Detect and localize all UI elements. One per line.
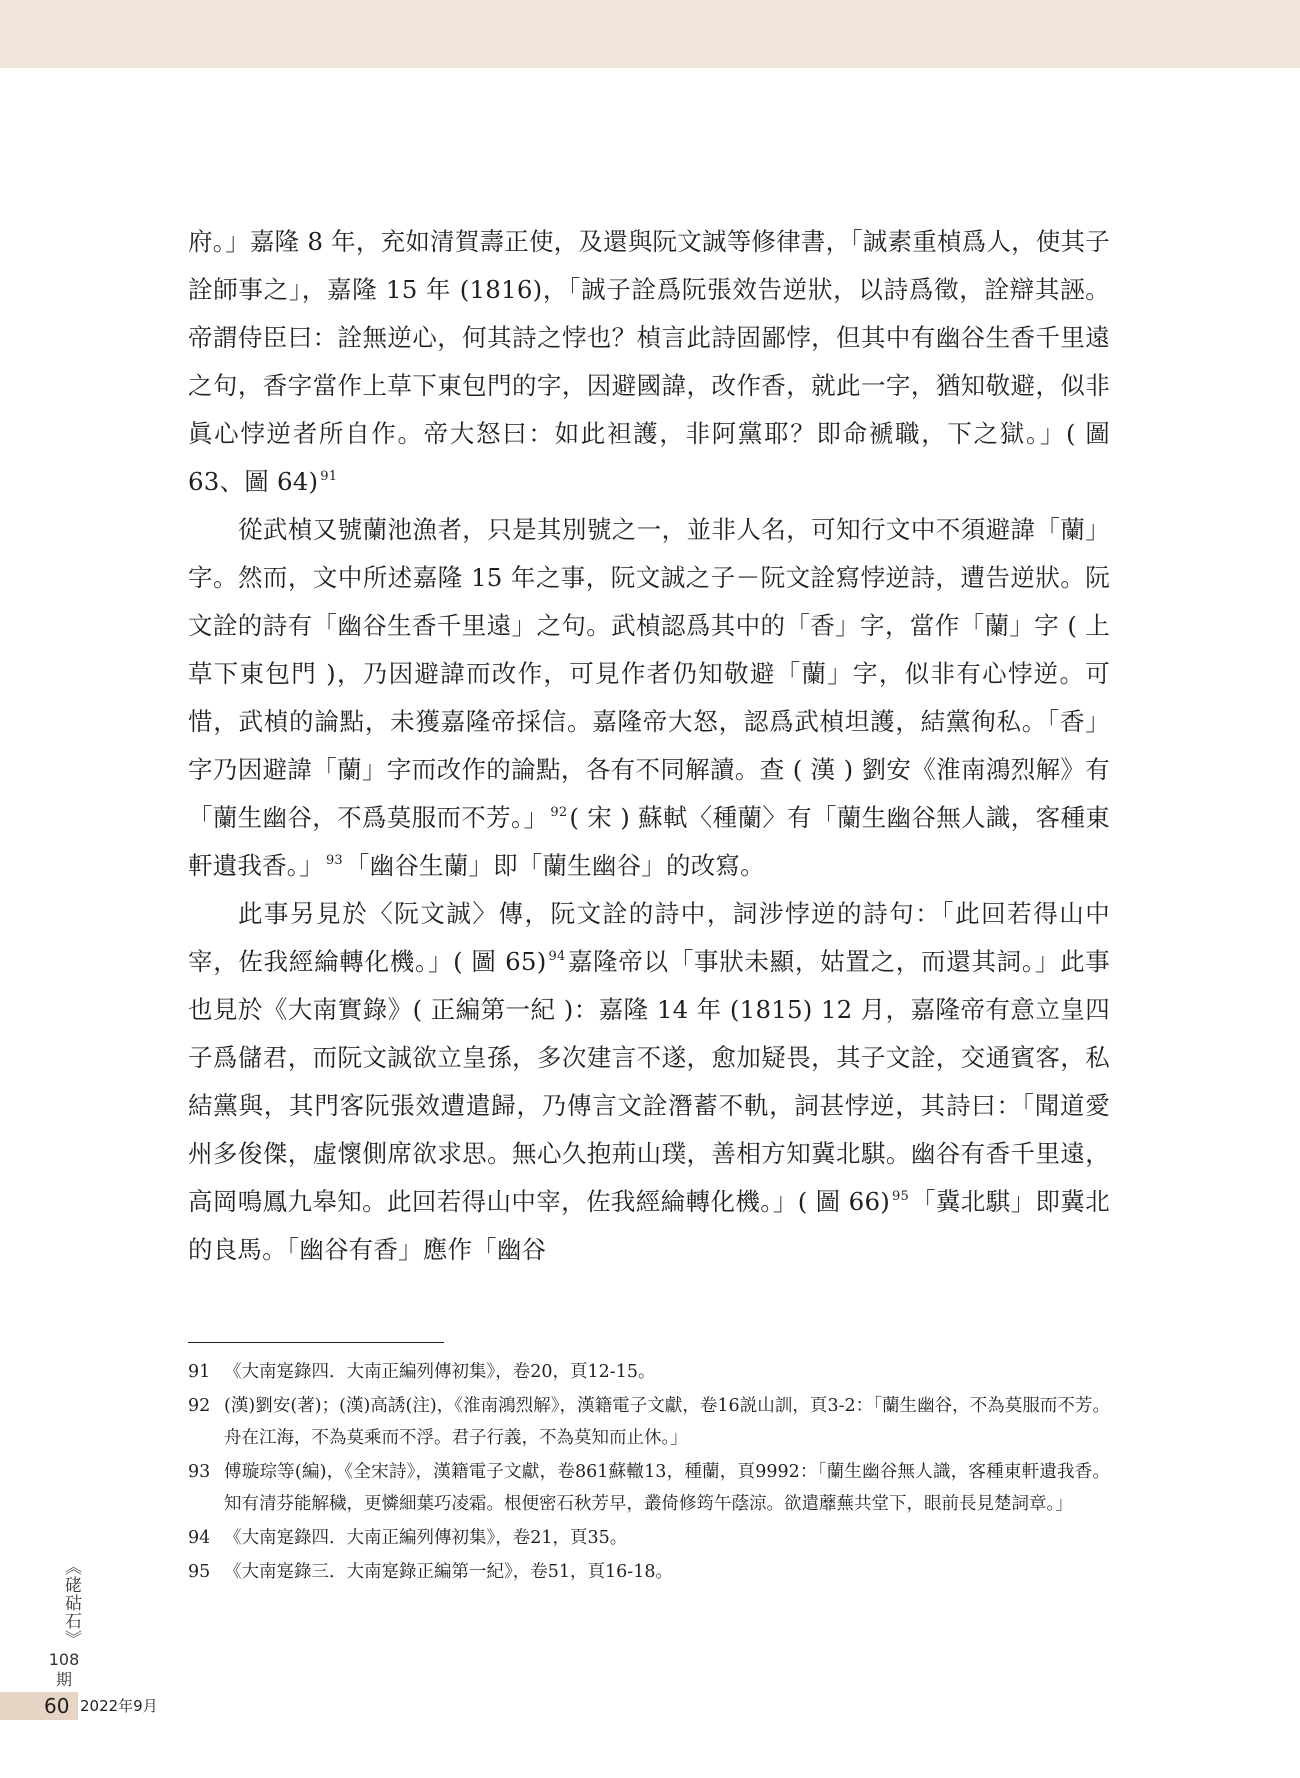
footnote-ref[interactable]: 93: [325, 853, 343, 868]
paragraph-text: 「冀北騏」即冀北的良馬。「幽谷有香」應作「幽谷: [188, 1187, 1110, 1264]
footnote-item: [188, 1556, 1110, 1588]
publication-date: 2022年9月: [80, 1697, 158, 1715]
footnote-number: 93: [188, 1462, 211, 1482]
header-band: [0, 0, 1300, 68]
journal-title: 《硓𥑮石》: [61, 1558, 81, 1648]
page-number: 60: [44, 1694, 70, 1718]
footnotes: [188, 1356, 1110, 1590]
footnote-ref[interactable]: 95: [892, 1189, 909, 1204]
footnote-text: 《大南寔錄四．大南正編列傳初集》，卷21，頁35。: [224, 1528, 628, 1548]
footnote-number: 95: [188, 1562, 211, 1582]
paragraph-text: ( 宋 ) 蘇軾〈種蘭〉有「蘭生幽谷無人識，客種東軒遺我香。」: [188, 803, 1110, 880]
footnote-text: 《大南寔錄四．大南正編列傳初集》，卷20，頁12-15。: [224, 1362, 656, 1382]
footnote-number: 94: [188, 1528, 211, 1548]
issue-number: 108: [48, 1650, 80, 1669]
footnote-item: [188, 1456, 1110, 1520]
footnote-text: (漢)劉安(著)；(漢)高誘(注)，《淮南鴻烈解》，漢籍電子文獻，卷16説山訓，頁3-2：「蘭生幽谷，不為莫服而不芳。舟在江海，不為莫乘而不浮。君子行義，不為莫知而止休。」: [224, 1396, 1110, 1448]
paragraph-text: 從武楨又號蘭池漁者，只是其別號之一，並非人名，可知行文中不須避諱「蘭」字。然而，文中所述嘉隆 15 年之事，阮文誠之子－阮文詮寫悖逆詩，遭告逆狀。阮文詮的詩有「幽谷生香千里遠」之句。武楨認爲其中的「香」字，當作「蘭」字 ( 上草下東包門 )，乃因避諱而改作，可見作者仍知敬避「蘭」字，似非有心悖逆。可惜，武楨的論點，未獲嘉隆帝採信。嘉隆帝大怒，認爲武楨坦護，結黨徇私。「香」字乃因避諱「蘭」字而改作的論點，各有不同解讀。查 ( 漢 ) 劉安《淮南鴻烈解》有「蘭生幽谷，不爲莫服而不芳。」: [188, 515, 1110, 832]
footnote-ref[interactable]: 91: [320, 469, 338, 484]
paragraph-text: 此事另見於〈阮文誠〉傳，阮文詮的詩中，詞涉悖逆的詩句：「此回若得山中宰，佐我經綸轉化機。」( 圖 65): [188, 899, 1110, 976]
footnote-ref[interactable]: 92: [550, 805, 568, 820]
paragraph-text: 嘉隆帝以「事狀未顯，姑置之，而還其詞。」此事也見於《大南實錄》( 正編第一紀 )：嘉隆 14 年 (1815) 12 月，嘉隆帝有意立皇四子爲儲君，而阮文誠欲立皇孫，多次建言不遂，愈加疑畏，其子文詮，交通賓客，私結黨與，其門客阮張效遭遣歸，乃傳言文詮潛蓄不軌，詞甚悖逆，其詩曰：「聞道愛州多俊傑，虛懷側席欲求思。無心久抱荊山璞，善相方知冀北騏。幽谷有香千里遠，高岡鳴鳳九皋知。此回若得山中宰，佐我經綸轉化機。」( 圖 66): [188, 947, 1110, 1216]
footnote-number: 91: [188, 1362, 211, 1382]
issue-unit: 期: [55, 1670, 72, 1689]
body-paragraph: [188, 890, 1110, 1274]
body-paragraph: [188, 506, 1110, 890]
footnote-divider: [188, 1342, 444, 1343]
body-paragraph: [188, 218, 1110, 506]
issue-label: [44, 1650, 84, 1690]
paragraph-text: 府。」嘉隆 8 年，充如清賀壽正使，及還與阮文誠等修律書，「誠素重楨爲人，使其子詮師事之」，嘉隆 15 年 (1816)，「誠子詮爲阮張效告逆狀，以詩爲徵，詮辯其誣。帝謂侍臣曰：詮無逆心，何其詩之悖也？楨言此詩固鄙悖，但其中有幽谷生香千里遠之句，香字當作上草下東包門的字，因避國諱，改作香，就此一字，猶知敬避，似非眞心悖逆者所自作。帝大怒曰：如此袒護，非阿黨耶？即命褫職，下之獄。」( 圖 63、圖 64): [188, 227, 1110, 496]
footnote-item: [188, 1356, 1110, 1388]
paragraph-text: 「幽谷生蘭」即「蘭生幽谷」的改寫。: [344, 851, 765, 880]
footnote-text: 《大南寔錄三．大南寔錄正編第一紀》，卷51，頁16-18。: [224, 1562, 673, 1582]
footnote-ref[interactable]: 94: [548, 949, 566, 964]
footnote-item: [188, 1390, 1110, 1454]
article-body: [188, 218, 1110, 1274]
footnote-item: [188, 1522, 1110, 1554]
footnote-number: 92: [188, 1396, 211, 1416]
footnote-text: 傅璇琮等(編)，《全宋詩》，漢籍電子文獻，卷861蘇轍13，種蘭，頁9992：「蘭生幽谷無人識，客種東軒遺我香。知有清芬能解穢，更憐細葉巧凌霜。根便密石秋芳早，叢倚修筠午蔭涼。欲遣蘼蕪共堂下，眼前長見楚詞章。」: [224, 1462, 1110, 1514]
